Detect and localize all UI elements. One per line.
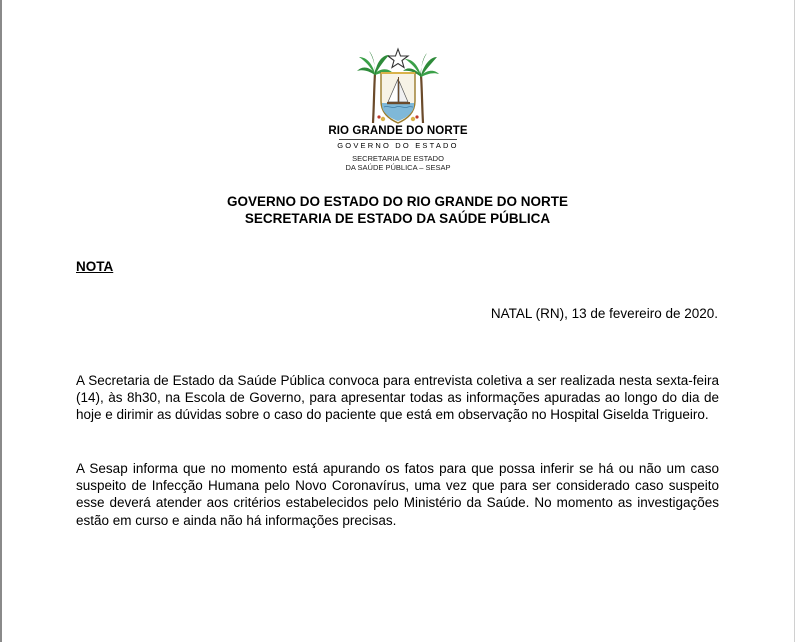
letterhead-secretariat: [318, 154, 478, 172]
paragraph-1: A Secretaria de Estado da Saúde Pública convoca para entrevista coletiva a ser realizada nesta sexta-feira (14), às 8h30, na Escola de Governo, para apresentar todas as informações apuradas ao longo do dia de hoje e dirimir as dúvidas sobre o caso do paciente que está em observação no Hospital Giselda Trigueiro.: [76, 373, 719, 423]
letterhead-secretariat-line2: DA SAÚDE PÚBLICA – SESAP: [345, 163, 451, 172]
document-heading-line2: SECRETARIA DE ESTADO DA SAÚDE PÚBLICA: [244, 211, 551, 226]
letterhead-secretariat-line1: SECRETARIA DE ESTADO: [352, 154, 444, 163]
document-heading-line1: GOVERNO DO ESTADO DO RIO GRANDE DO NORTE: [226, 194, 569, 209]
note-label: NOTA: [76, 259, 114, 274]
letterhead: [318, 125, 478, 172]
page-edge-left: [0, 0, 2, 642]
paragraph-2: A Sesap informa que no momento está apurando os fatos para que possa inferir se há ou não um caso suspeito de Infecção Humana pelo Novo Coronavírus, uma vez que para ser considerado caso suspeito esse deverá atender aos critérios estabelecidos pelo Ministério da Saúde. No momento as investigações estão em curso e ainda não há informações precisas.: [76, 461, 719, 528]
state-coat-of-arms: [355, 45, 441, 127]
letterhead-state-name: RIO GRANDE DO NORTE: [328, 125, 468, 137]
date-line: NATAL (RN), 13 de fevereiro de 2020.: [490, 306, 718, 321]
letterhead-divider: [339, 139, 457, 140]
letterhead-government: GOVERNO DO ESTADO: [337, 141, 459, 150]
